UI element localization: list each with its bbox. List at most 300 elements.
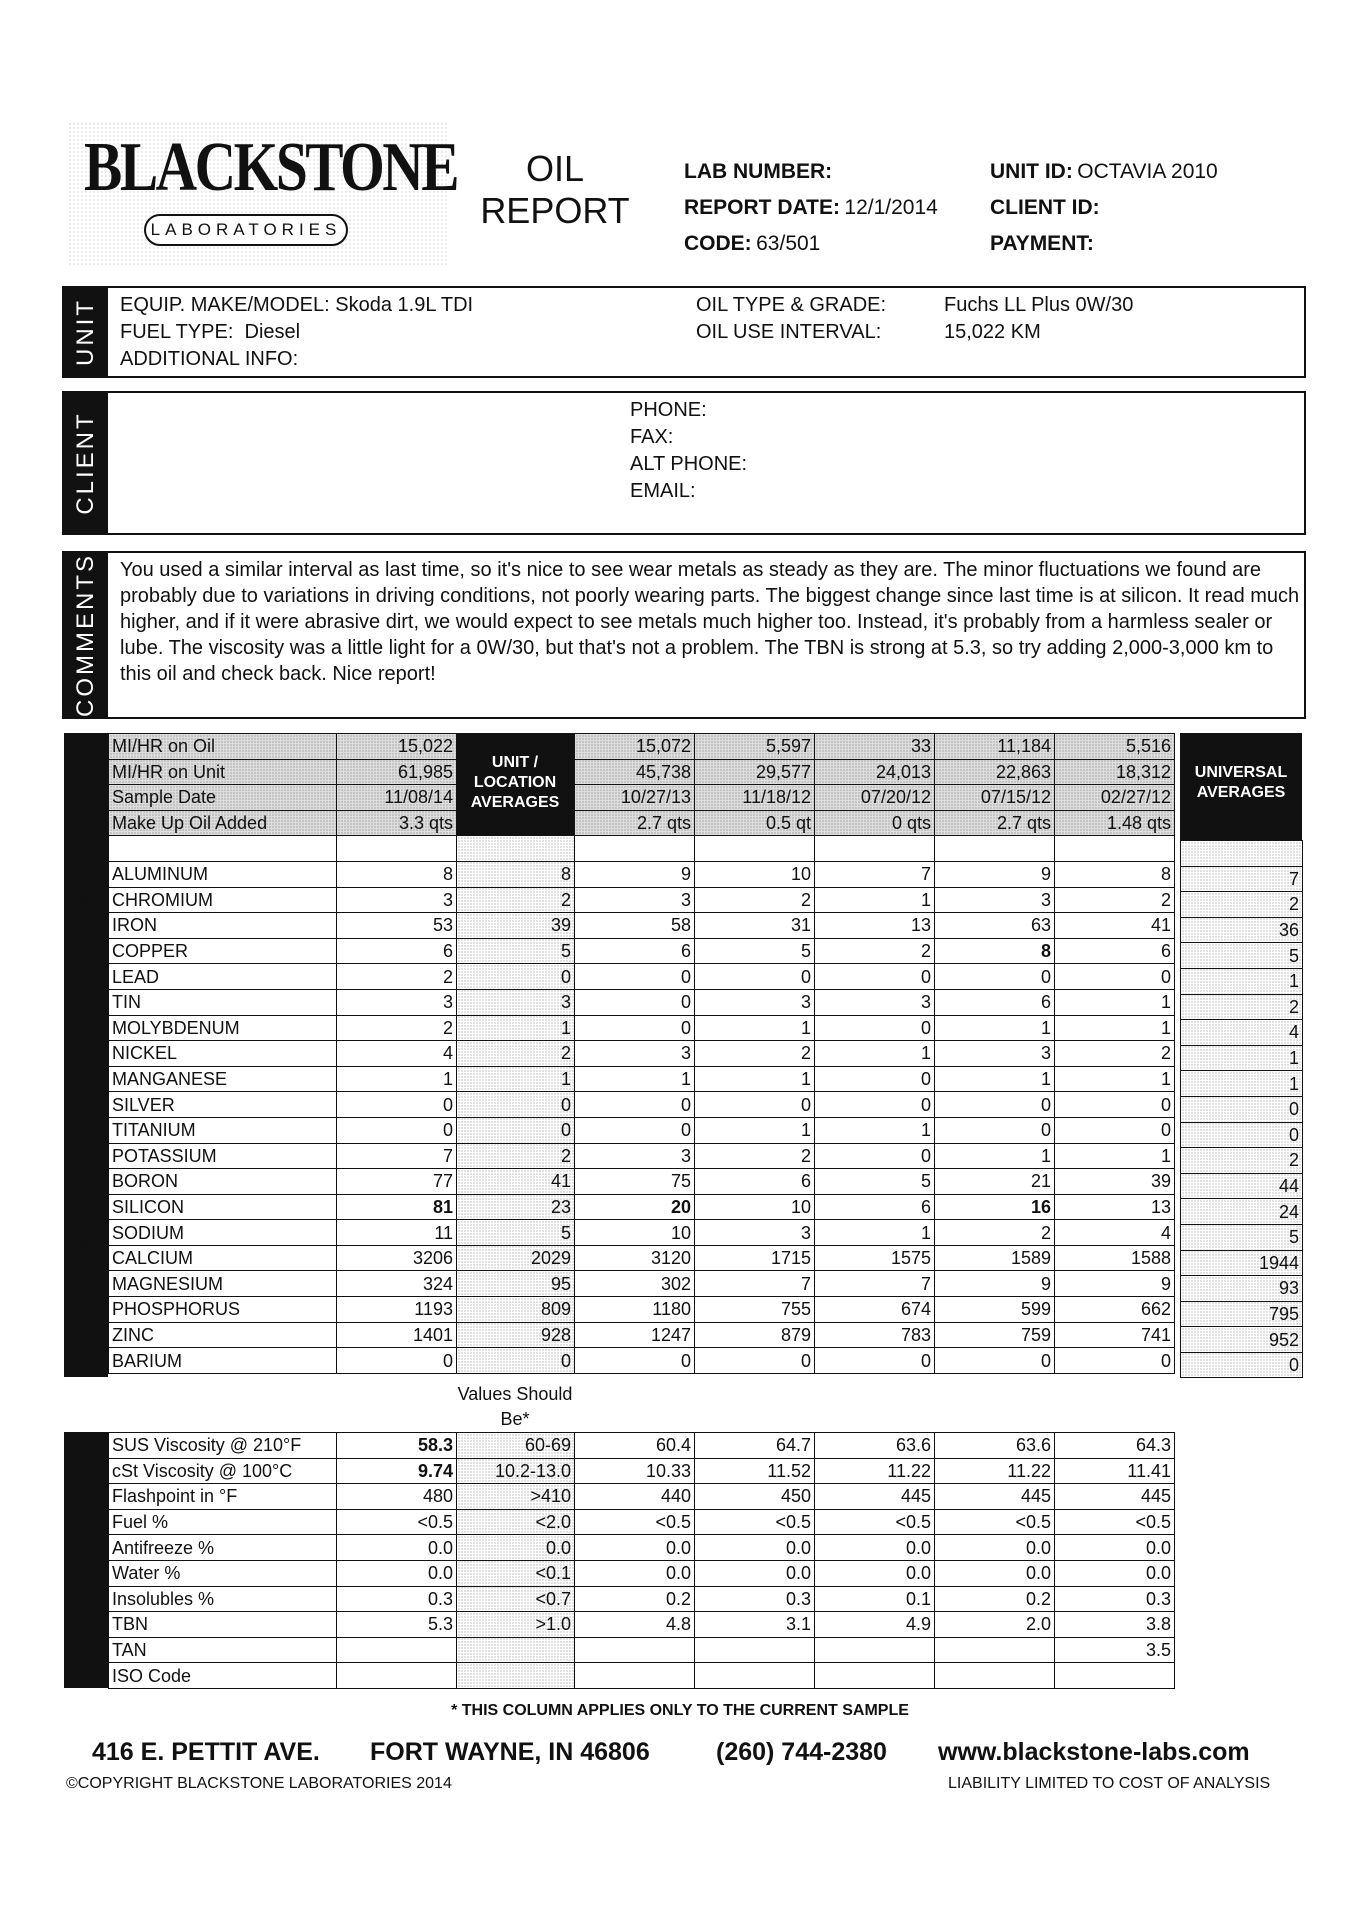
element-name: NICKEL	[109, 1041, 337, 1067]
element-history-value: 1	[695, 1117, 815, 1143]
property-history-value: 445	[935, 1484, 1055, 1510]
universal-average-row	[1181, 968, 1303, 994]
history-sample-value: 2.7 qts	[575, 810, 695, 836]
property-name: Fuel %	[109, 1509, 337, 1535]
email-label: EMAIL:	[630, 480, 696, 502]
comments-text: You used a similar interval as last time, so it's nice to see wear metals as steady as they are. The minor fluctuations we found are probably due to variations in driving conditions, not poorly wearing parts. The biggest change since last time is at silicon. It read much higher, and if it were abrasive dirt, we would expect to see metals much higher too. Instead, it's probably from a harmless sealer or lube. The viscosity was a little light for a 0W/30, but that's not a problem. The TBN is strong at 5.3, so try adding 2,000-3,000 km to this oil and check back. Nice report!	[120, 559, 1300, 685]
element-unit-average: 23	[457, 1194, 575, 1220]
element-history-value: 10	[695, 861, 815, 887]
oil-type-label: OIL TYPE & GRADE:	[696, 294, 887, 316]
element-history-value: 4	[1055, 1220, 1175, 1246]
universal-average-value: 36	[1181, 917, 1303, 943]
blank-cell	[695, 836, 815, 862]
equip-field	[120, 294, 473, 317]
property-history-value: 11.41	[1055, 1458, 1175, 1484]
element-unit-average: 5	[457, 938, 575, 964]
element-history-value: 2	[695, 1041, 815, 1067]
element-unit-average: 0	[457, 964, 575, 990]
property-history-value: 63.6	[935, 1433, 1055, 1459]
element-name: CALCIUM	[109, 1245, 337, 1271]
property-history-value: 11.22	[935, 1458, 1055, 1484]
element-unit-average: 0	[457, 1092, 575, 1118]
client-sidebar	[64, 393, 108, 533]
property-history-value: <0.5	[1055, 1509, 1175, 1535]
element-row	[109, 964, 1175, 990]
sample-info-label: MI/HR on Oil	[109, 734, 337, 760]
element-history-value: 0	[815, 1143, 935, 1169]
phone-label: PHONE:	[630, 399, 707, 421]
element-history-value: 3	[575, 887, 695, 913]
property-history-value: 0.0	[815, 1560, 935, 1586]
element-history-value: 1	[695, 1015, 815, 1041]
element-history-value: 1180	[575, 1297, 695, 1323]
averages-header-gap	[457, 785, 575, 811]
history-sample-value: 22,863	[935, 759, 1055, 785]
history-sample-value: 2.7 qts	[935, 810, 1055, 836]
sample-info-row	[109, 759, 1175, 785]
property-current-value: 480	[337, 1484, 457, 1510]
element-history-value: 1	[935, 1066, 1055, 1092]
property-history-value	[935, 1663, 1055, 1689]
fuel-label: FUEL TYPE:	[120, 321, 234, 343]
averages-header-gap	[457, 810, 575, 836]
property-should-be-value: <2.0	[457, 1509, 575, 1535]
element-name: COPPER	[109, 938, 337, 964]
element-name: SILICON	[109, 1194, 337, 1220]
property-name: SUS Viscosity @ 210°F	[109, 1433, 337, 1459]
comments-section	[62, 551, 1306, 719]
element-history-value: 13	[815, 913, 935, 939]
element-current-value: 4	[337, 1041, 457, 1067]
element-history-value: 1	[815, 1041, 935, 1067]
property-history-value: 0.0	[935, 1560, 1055, 1586]
element-history-value: 0	[575, 989, 695, 1015]
element-history-value: 0	[1055, 964, 1175, 990]
additional-info-label: ADDITIONAL INFO:	[120, 348, 299, 370]
universal-average-value: 1	[1181, 968, 1303, 994]
property-history-value: 0.0	[575, 1535, 695, 1561]
element-history-value: 10	[575, 1220, 695, 1246]
property-should-be-value: >410	[457, 1484, 575, 1510]
history-sample-value: 02/27/12	[1055, 785, 1175, 811]
history-sample-value: 29,577	[695, 759, 815, 785]
element-history-value: 0	[1055, 1348, 1175, 1374]
element-history-value: 2	[935, 1220, 1055, 1246]
property-history-value: 10.33	[575, 1458, 695, 1484]
property-should-be-value: <0.1	[457, 1560, 575, 1586]
element-history-value: 7	[815, 1271, 935, 1297]
element-unit-average: 39	[457, 913, 575, 939]
element-history-value: 3	[575, 1143, 695, 1169]
property-history-value	[575, 1637, 695, 1663]
element-history-value: 31	[695, 913, 815, 939]
report-title	[470, 148, 640, 232]
property-name: cSt Viscosity @ 100°C	[109, 1458, 337, 1484]
property-name: Water %	[109, 1560, 337, 1586]
element-history-value: 2	[1055, 1041, 1175, 1067]
element-history-value: 3	[935, 1041, 1055, 1067]
element-history-value: 1	[1055, 1015, 1175, 1041]
property-history-value: <0.5	[935, 1509, 1055, 1535]
property-history-value: 0.2	[935, 1586, 1055, 1612]
element-history-value: 21	[935, 1169, 1055, 1195]
property-row	[109, 1509, 1175, 1535]
element-history-value: 1588	[1055, 1245, 1175, 1271]
universal-average-value: 4	[1181, 1020, 1303, 1046]
element-name: TITANIUM	[109, 1117, 337, 1143]
history-sample-value: 07/20/12	[815, 785, 935, 811]
property-history-value: 3.8	[1055, 1612, 1175, 1638]
element-name: ALUMINUM	[109, 861, 337, 887]
universal-average-value: 44	[1181, 1173, 1303, 1199]
blank-row	[109, 836, 1175, 862]
element-unit-average: 1	[457, 1015, 575, 1041]
element-history-value: 0	[1055, 1092, 1175, 1118]
averages-header-gap	[457, 734, 575, 760]
property-history-value: 11.52	[695, 1458, 815, 1484]
oil-use-value: 15,022 KM	[944, 321, 1041, 343]
history-sample-value: 11,184	[935, 734, 1055, 760]
element-history-value: 0	[935, 1348, 1055, 1374]
element-history-value: 0	[575, 1015, 695, 1041]
property-row	[109, 1535, 1175, 1561]
report-date-value: 12/1/2014	[844, 196, 938, 219]
element-history-value: 9	[935, 861, 1055, 887]
universal-average-row	[1181, 866, 1303, 892]
element-name: POTASSIUM	[109, 1143, 337, 1169]
element-history-value: 7	[695, 1271, 815, 1297]
history-sample-value: 45,738	[575, 759, 695, 785]
element-history-value: 1	[1055, 989, 1175, 1015]
blank-cell	[109, 836, 337, 862]
property-should-be-value: 60-69	[457, 1433, 575, 1459]
element-history-value: 1	[815, 1117, 935, 1143]
element-history-value: 0	[695, 964, 815, 990]
element-history-value: 8	[1055, 861, 1175, 887]
universal-average-row	[1181, 1301, 1303, 1327]
element-history-value: 0	[1055, 1117, 1175, 1143]
property-history-value: 0.0	[695, 1535, 815, 1561]
blank-cell	[575, 836, 695, 862]
element-unit-average: 1	[457, 1066, 575, 1092]
element-history-value: 3	[935, 887, 1055, 913]
universal-average-row	[1181, 1327, 1303, 1353]
element-history-value: 759	[935, 1322, 1055, 1348]
element-name: BARIUM	[109, 1348, 337, 1374]
element-history-value: 0	[695, 1092, 815, 1118]
universal-average-row	[1181, 1250, 1303, 1276]
element-name: TIN	[109, 989, 337, 1015]
property-history-value: 0.0	[815, 1535, 935, 1561]
element-history-value: 2	[695, 1143, 815, 1169]
element-current-value: 1401	[337, 1322, 457, 1348]
property-history-value	[695, 1637, 815, 1663]
property-history-value	[815, 1637, 935, 1663]
footer-city: FORT WAYNE, IN 46806	[370, 1738, 650, 1766]
history-sample-value: 18,312	[1055, 759, 1175, 785]
element-unit-average: 0	[457, 1348, 575, 1374]
universal-average-row	[1181, 1071, 1303, 1097]
property-history-value: 445	[1055, 1484, 1175, 1510]
property-name: Flashpoint in °F	[109, 1484, 337, 1510]
element-history-value: 0	[575, 964, 695, 990]
property-history-value: 0.0	[575, 1560, 695, 1586]
universal-average-value: 1	[1181, 1045, 1303, 1071]
element-history-value: 63	[935, 913, 1055, 939]
property-history-value: 0.0	[695, 1560, 815, 1586]
footnote: * THIS COLUMN APPLIES ONLY TO THE CURRENT SAMPLE	[451, 1702, 909, 1719]
property-history-value	[935, 1637, 1055, 1663]
footer-address: 416 E. PETTIT AVE.	[92, 1738, 320, 1766]
universal-average-row	[1181, 1276, 1303, 1302]
property-history-value: 440	[575, 1484, 695, 1510]
element-history-value: 20	[575, 1194, 695, 1220]
element-row	[109, 1066, 1175, 1092]
blank-cell	[337, 836, 457, 862]
client-id-label: CLIENT ID:	[990, 196, 1100, 219]
element-history-value: 6	[935, 989, 1055, 1015]
current-sample-value: 61,985	[337, 759, 457, 785]
property-row	[109, 1484, 1175, 1510]
property-history-value: 0.3	[1055, 1586, 1175, 1612]
property-history-value	[575, 1663, 695, 1689]
element-history-value: 599	[935, 1297, 1055, 1323]
fuel-value: Diesel	[244, 321, 301, 343]
element-name: MOLYBDENUM	[109, 1015, 337, 1041]
properties-table	[108, 1432, 1175, 1689]
element-history-value: 1	[935, 1143, 1055, 1169]
element-row	[109, 1348, 1175, 1374]
element-history-value: 13	[1055, 1194, 1175, 1220]
property-should-be-value	[457, 1637, 575, 1663]
element-history-value: 2	[815, 938, 935, 964]
property-history-value: 4.8	[575, 1612, 695, 1638]
title-line1: OIL	[525, 148, 585, 189]
element-row	[109, 1220, 1175, 1246]
comments-sidebar	[64, 553, 108, 717]
property-history-value: 3.5	[1055, 1637, 1175, 1663]
property-row	[109, 1560, 1175, 1586]
element-current-value: 3	[337, 989, 457, 1015]
client-side-label: CLIENT	[72, 411, 99, 515]
universal-average-value: 7	[1181, 866, 1303, 892]
logo-subtitle: LABORATORIES	[144, 214, 348, 246]
element-history-value: 0	[815, 1092, 935, 1118]
element-row	[109, 1271, 1175, 1297]
unit-section	[62, 286, 1306, 378]
element-current-value: 11	[337, 1220, 457, 1246]
element-unit-average: 8	[457, 861, 575, 887]
universal-average-value: 0	[1181, 1352, 1303, 1378]
current-sample-value: 11/08/14	[337, 785, 457, 811]
element-history-value: 41	[1055, 913, 1175, 939]
property-current-value: 0.0	[337, 1560, 457, 1586]
universal-average-row	[1181, 994, 1303, 1020]
lab-number-label: LAB NUMBER:	[684, 160, 833, 183]
property-current-value: 0.3	[337, 1586, 457, 1612]
element-history-value: 0	[815, 1066, 935, 1092]
property-history-value: <0.5	[575, 1509, 695, 1535]
footer-copyright: ©COPYRIGHT BLACKSTONE LABORATORIES 2014	[66, 1775, 452, 1792]
element-history-value: 0	[575, 1348, 695, 1374]
client-section	[62, 391, 1306, 535]
fax-label: FAX:	[630, 426, 674, 448]
property-current-value	[337, 1637, 457, 1663]
element-name: CHROMIUM	[109, 887, 337, 913]
sample-info-row	[109, 810, 1175, 836]
blank-cell	[935, 836, 1055, 862]
element-history-value: 39	[1055, 1169, 1175, 1195]
elements-sidebar	[64, 733, 108, 1377]
sample-info-label: Make Up Oil Added	[109, 810, 337, 836]
property-history-value: 0.0	[935, 1535, 1055, 1561]
element-history-value: 1	[695, 1066, 815, 1092]
universal-average-value: 1	[1181, 1071, 1303, 1097]
element-row	[109, 1297, 1175, 1323]
blank-row	[1181, 841, 1303, 867]
report-date-label: REPORT DATE:	[684, 196, 840, 219]
element-name: BORON	[109, 1169, 337, 1195]
element-unit-average: 41	[457, 1169, 575, 1195]
footer-liability: LIABILITY LIMITED TO COST OF ANALYSIS	[948, 1775, 1271, 1792]
property-history-value: 60.4	[575, 1433, 695, 1459]
sample-info-label: MI/HR on Unit	[109, 759, 337, 785]
universal-average-value: 1944	[1181, 1250, 1303, 1276]
sample-info-row	[109, 785, 1175, 811]
element-current-value: 324	[337, 1271, 457, 1297]
element-name: PHOSPHORUS	[109, 1297, 337, 1323]
element-history-value: 9	[1055, 1271, 1175, 1297]
header-right-fields	[990, 155, 1290, 263]
logo-wordmark: BLACKSTONE	[84, 129, 458, 206]
element-history-value: 0	[815, 1348, 935, 1374]
payment-label: PAYMENT:	[990, 232, 1094, 255]
universal-average-value: 952	[1181, 1327, 1303, 1353]
element-history-value: 1	[1055, 1143, 1175, 1169]
element-row	[109, 1245, 1175, 1271]
property-current-value	[337, 1663, 457, 1689]
universal-averages-header: UNIVERSAL AVERAGES	[1180, 733, 1302, 840]
universal-average-value: 0	[1181, 1096, 1303, 1122]
element-current-value: 2	[337, 1015, 457, 1041]
element-current-value: 0	[337, 1092, 457, 1118]
history-sample-value: 10/27/13	[575, 785, 695, 811]
element-history-value: 0	[935, 1117, 1055, 1143]
element-history-value: 1715	[695, 1245, 815, 1271]
element-current-value: 77	[337, 1169, 457, 1195]
unit-sidebar	[64, 288, 108, 376]
sample-info-label: Sample Date	[109, 785, 337, 811]
property-history-value: 0.0	[1055, 1560, 1175, 1586]
unit-side-label: UNIT	[72, 298, 99, 366]
property-should-be-value	[457, 1663, 575, 1689]
element-row	[109, 1143, 1175, 1169]
element-current-value: 8	[337, 861, 457, 887]
element-name: MAGNESIUM	[109, 1271, 337, 1297]
header-left-fields	[684, 155, 984, 263]
element-row	[109, 1194, 1175, 1220]
element-row	[109, 1117, 1175, 1143]
element-history-value: 755	[695, 1297, 815, 1323]
element-name: ZINC	[109, 1322, 337, 1348]
property-row	[109, 1612, 1175, 1638]
element-row	[109, 1322, 1175, 1348]
element-history-value: 2	[695, 887, 815, 913]
property-should-be-value: 0.0	[457, 1535, 575, 1561]
property-current-value: 0.0	[337, 1535, 457, 1561]
universal-average-value: 93	[1181, 1276, 1303, 1302]
property-history-value: 0.0	[1055, 1535, 1175, 1561]
element-history-value: 3	[695, 1220, 815, 1246]
oil-use-label: OIL USE INTERVAL:	[696, 321, 882, 343]
element-unit-average: 0	[457, 1117, 575, 1143]
blackstone-logo	[68, 122, 458, 267]
element-history-value: 6	[1055, 938, 1175, 964]
element-row	[109, 861, 1175, 887]
universal-average-value: 0	[1181, 1122, 1303, 1148]
element-history-value: 2	[1055, 887, 1175, 913]
averages-header-gap	[457, 759, 575, 785]
universal-average-value: 2	[1181, 1148, 1303, 1174]
element-name: SILVER	[109, 1092, 337, 1118]
element-current-value: 1193	[337, 1297, 457, 1323]
unit-id-value: OCTAVIA 2010	[1077, 160, 1218, 183]
history-sample-value: 0.5 qt	[695, 810, 815, 836]
property-row	[109, 1637, 1175, 1663]
current-sample-value: 3.3 qts	[337, 810, 457, 836]
history-sample-value: 11/18/12	[695, 785, 815, 811]
element-history-value: 783	[815, 1322, 935, 1348]
universal-average-row	[1181, 1122, 1303, 1148]
element-history-value: 7	[815, 861, 935, 887]
equip-label: EQUIP. MAKE/MODEL:	[120, 294, 330, 316]
element-history-value: 10	[695, 1194, 815, 1220]
universal-average-value: 5	[1181, 1224, 1303, 1250]
universal-average-row	[1181, 917, 1303, 943]
universal-averages-column	[1180, 840, 1303, 1378]
property-history-value	[815, 1663, 935, 1689]
element-current-value: 3	[337, 887, 457, 913]
universal-average-row	[1181, 1096, 1303, 1122]
element-current-value: 0	[337, 1117, 457, 1143]
element-history-value: 6	[815, 1194, 935, 1220]
element-unit-average: 3	[457, 989, 575, 1015]
element-history-value: 302	[575, 1271, 695, 1297]
property-name: TBN	[109, 1612, 337, 1638]
elements-table	[108, 733, 1175, 1374]
elements-side-label: ELEMENTS IN PARTS PER MILLION	[70, 793, 101, 1317]
element-history-value: 1	[575, 1066, 695, 1092]
footer-website-link[interactable]: www.blackstone-labs.com	[938, 1738, 1250, 1766]
property-history-value: 64.3	[1055, 1433, 1175, 1459]
history-sample-value: 33	[815, 734, 935, 760]
element-history-value: 3120	[575, 1245, 695, 1271]
universal-average-value: 24	[1181, 1199, 1303, 1225]
property-history-value: 0.3	[695, 1586, 815, 1612]
title-line2: REPORT	[480, 190, 630, 231]
universal-average-value: 5	[1181, 943, 1303, 969]
universal-average-row	[1181, 1045, 1303, 1071]
element-history-value: 0	[815, 964, 935, 990]
unit-averages-header: UNIT / LOCATION AVERAGES	[456, 733, 574, 840]
element-history-value: 58	[575, 913, 695, 939]
footer-phone[interactable]: (260) 744-2380	[716, 1738, 887, 1766]
element-history-value: 75	[575, 1169, 695, 1195]
properties-sidebar	[64, 1432, 108, 1688]
element-current-value: 7	[337, 1143, 457, 1169]
property-current-value: 5.3	[337, 1612, 457, 1638]
element-history-value: 0	[935, 964, 1055, 990]
